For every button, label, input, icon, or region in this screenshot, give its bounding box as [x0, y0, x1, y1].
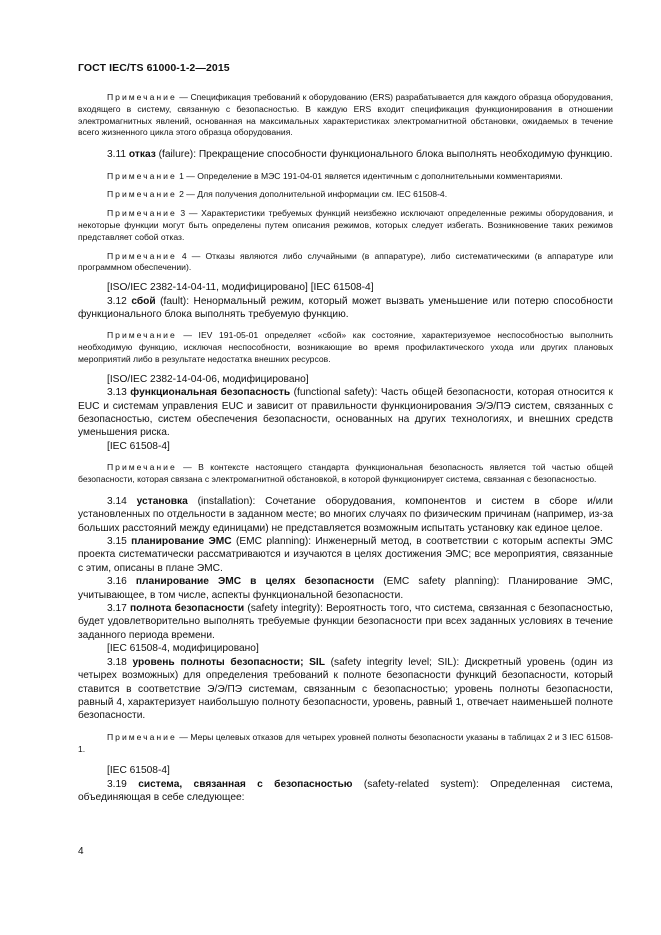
term-number: 3.11: [107, 149, 129, 161]
document-header: ГОСТ IEC/TS 61000-1-2—2015: [78, 62, 230, 74]
note-text: 3 — Характеристики требуемых функций неизбежно исключают определенные режимы оборудования, и некоторые функции могут быть определены путем описания режимов, которых следует избегать. Возникновение таких режимов представляет собой отказ.: [78, 208, 613, 242]
term-description: (failure): Прекращение способности функционального блока выполнять необходимую функцию.: [155, 149, 613, 161]
note-label: Примечание: [107, 189, 177, 200]
note-label: Примечание: [107, 92, 177, 102]
term-description: (functional safety): Часть общей безопасности, которая относится к EUC и системам управления EUC и зависит от правильности функционирования Э/Э/ПЭ систем, связанных с безопасностью, систем обеспечения безопасности, основанных на других технологиях, и внешних средств уменьшения риска.: [78, 387, 613, 439]
term-definition: [78, 535, 613, 575]
term-definition: [78, 148, 613, 161]
term-definition: [78, 575, 613, 602]
note-label: Примечание: [107, 462, 177, 473]
note-paragraph: [78, 462, 613, 486]
term-description: (fault): Ненормальный режим, который может вызвать уменьшение или потерю способности функционального блока выполнять требуемую функцию.: [78, 295, 613, 320]
note-paragraph: [78, 251, 613, 275]
note-paragraph: [78, 171, 613, 183]
term-description: (installation): Сочетание оборудования, компонентов и систем в сборе и/или установленных по отдельности в заданном месте; во многих случаях по физическим причинам (например, из-за больших расстояний между единицами) не представляется возможным испытать установку как единое целое.: [78, 495, 614, 534]
term-name: отказ: [128, 149, 156, 161]
term-number: 3.12: [107, 295, 132, 307]
term-number: 3.18: [107, 656, 133, 668]
note-label: Примечание: [107, 170, 177, 181]
note-text: — Меры целевых отказов для четырех уровней полноты безопасности указаны в таблицах 2 и 3 IEC 61508-1.: [78, 731, 613, 754]
term-description: (safety integrity): Вероятность того, что система, связанная с безопасностью, будет удовлетворительно выполнять требуемые функции безопасности при всех заданных условиях в течение заданного периода времени.: [78, 603, 613, 641]
term-description: (EMC safety planning): Планирование ЭМС, учитывающее, в том числе, аспекты функциональной безопасности.: [78, 576, 613, 601]
page-number: 4: [78, 846, 84, 857]
note-paragraph: [78, 189, 613, 201]
term-definition: [78, 386, 613, 440]
term-number: 3.17: [107, 603, 130, 615]
note-paragraph: [78, 732, 613, 756]
reference-line: [78, 373, 613, 386]
reference-line: [78, 440, 613, 453]
term-definition: [78, 295, 613, 322]
term-definition: [78, 656, 613, 723]
note-text: 2 — Для получения дополнительной информации см. IEC 61508-4.: [176, 189, 448, 200]
term-number: 3.19: [107, 778, 139, 790]
note-paragraph: [78, 330, 613, 365]
term-number: 3.15: [107, 536, 132, 548]
reference-text: [ISO/IEC 2382-14-04-11, модифицировано] [IEC 61508-4]: [107, 282, 374, 294]
reference-text: [IEC 61508-4]: [107, 440, 170, 452]
reference-line: [78, 642, 613, 655]
reference-text: [IEC 61508-4, модифицировано]: [107, 643, 259, 655]
term-definition: [78, 495, 613, 535]
term-number: 3.14: [107, 495, 137, 507]
term-number: 3.16: [107, 576, 136, 588]
reference-line: [78, 764, 613, 777]
reference-text: [IEC 61508-4]: [107, 765, 170, 777]
note-text: — В контексте настоящего стандарта функциональная безопасность является той частью общей безопасности, которая связана с электромагнитной обстановкой, в которой функционирует система, связанная с безопасностью.: [78, 462, 613, 485]
term-description: (safety integrity level; SIL): Дискретный уровень (один из четырех возможных) для определения требований к полноте безопасности функций безопасности, который ставится в соответствие Э/Э/ПЭ системам, связанным с безопасностью; уровень полноты безопасности, равный 4, характеризует наибольшую полноту безопасности, уровень, равный 1, отвечает наименьшей полноте безопасности.: [78, 656, 613, 722]
note-text: — IEV 191-05-01 определяет «сбой» как состояние, характеризуемое неспособностью выполнить необходимую функцию, исключая неспособности, возникающие во время профилактического ухода или других плановых мероприятий либо в результате недостатка внешних ресурсов.: [78, 330, 613, 364]
note-text: 1 — Определение в МЭС 191-04-01 является идентичным с дополнительными комментариями.: [176, 170, 563, 181]
note-label: Примечание: [107, 330, 177, 341]
term-number: 3.13: [107, 387, 131, 399]
note-label: Примечание: [107, 208, 177, 219]
term-name: система, связанная с безопасностью: [138, 778, 353, 790]
note-label: Примечание: [107, 250, 177, 261]
note-text: — Спецификация требований к оборудованию (ERS) разрабатывается для каждого образца оборудования, входящего в систему, связанную с безопасностью. В каждую ERS входит спецификация функционирования в отношении электромагнитных явлений, основанная на максимальных характеристиках электромагнитной обстановки, ожидаемых в течение всего жизненного цикла этого образца оборудования.: [78, 92, 613, 138]
note-paragraph: [78, 208, 613, 243]
term-name: планирование ЭМС: [131, 536, 232, 548]
term-description: (EMC planning): Инженерный метод, в соответствии с которым аспекты ЭМС проекта систематически рассматриваются и изучаются в целях достижения ЭМС; все мероприятия, связанные с этим, описаны в плане ЭМС.: [78, 536, 614, 574]
term-name: планирование ЭМС в целях безопасности: [135, 576, 375, 588]
term-description: (safety-related system): Определенная система, объединяющая в себе следующее:: [78, 778, 613, 804]
document-body: [78, 92, 613, 805]
reference-text: [ISO/IEC 2382-14-04-06, модифицировано]: [107, 373, 309, 385]
term-definition: [78, 778, 613, 805]
note-label: Примечание: [107, 731, 177, 742]
term-name: сбой: [131, 295, 156, 307]
term-name: установка: [136, 495, 188, 507]
note-paragraph: [78, 92, 613, 139]
reference-line: [78, 281, 613, 294]
note-text: 4 — Отказы являются либо случайными (в аппаратуре), либо систематическими (в аппаратуре или программном обеспечении).: [78, 250, 613, 273]
term-name: полнота безопасности: [130, 603, 245, 615]
term-name: функциональная безопасность: [130, 387, 291, 399]
term-definition: [78, 602, 613, 642]
term-name: уровень полноты безопасности; SIL: [132, 656, 325, 668]
